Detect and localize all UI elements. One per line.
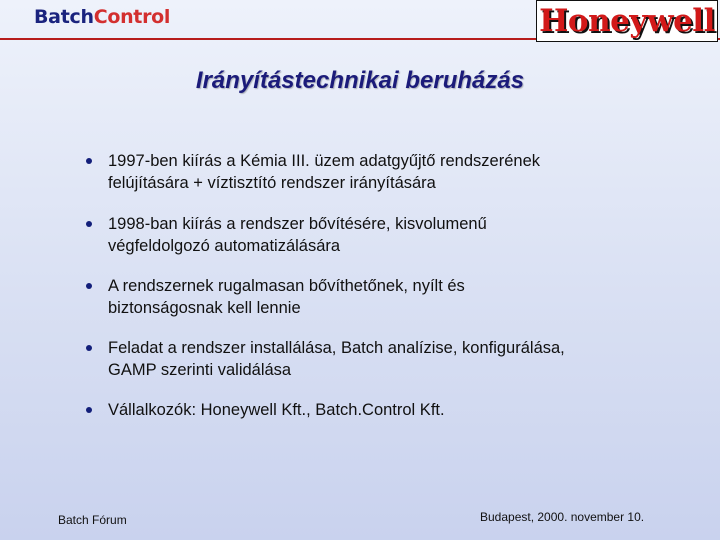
bullet-line-1: A rendszernek rugalmasan bővíthetőnek, nyílt és [108,277,465,295]
bullet-dot-icon [86,345,92,351]
bullet-line-2: végfeldolgozó automatizálására [108,237,341,255]
bullet-dot-icon [86,221,92,227]
slide-header [0,0,720,44]
bullet-line-1: 1998-ban kiírás a rendszer bővítésére, kisvolumenű [108,215,487,233]
honeywell-logo [536,0,718,42]
bullet-item [86,150,540,194]
bullet-item [86,399,445,421]
bullet-item [86,275,465,319]
batchcontrol-logo [34,6,170,28]
footer-date: Budapest, 2000. november 10. [480,510,645,524]
bullet-item [86,337,565,381]
bullet-line-2: felújítására + víztisztító rendszer irányítására [108,174,436,192]
footer-event: Batch Fórum [58,513,127,527]
bullet-item [86,213,487,257]
bullet-line-1: Vállalkozók: Honeywell Kft., Batch.Control Kft. [108,401,445,419]
brand-control-text: Control [93,6,171,28]
bullet-dot-icon [86,283,92,289]
bullet-line-1: Feladat a rendszer installálása, Batch analízise, konfigurálása, [108,339,565,357]
bullet-dot-icon [86,407,92,413]
bullet-line-2: GAMP szerinti validálása [108,361,292,379]
bullet-line-2: biztonságosnak kell lennie [108,299,301,317]
brand-batch-text: Batch [34,6,94,28]
bullet-line-1: 1997-ben kiírás a Kémia III. üzem adatgyűjtő rendszerének [108,152,540,170]
slide-title: Irányítástechnikai beruházás [195,67,525,94]
bullet-dot-icon [86,158,92,164]
honeywell-logo-text: Honeywell [539,2,715,39]
